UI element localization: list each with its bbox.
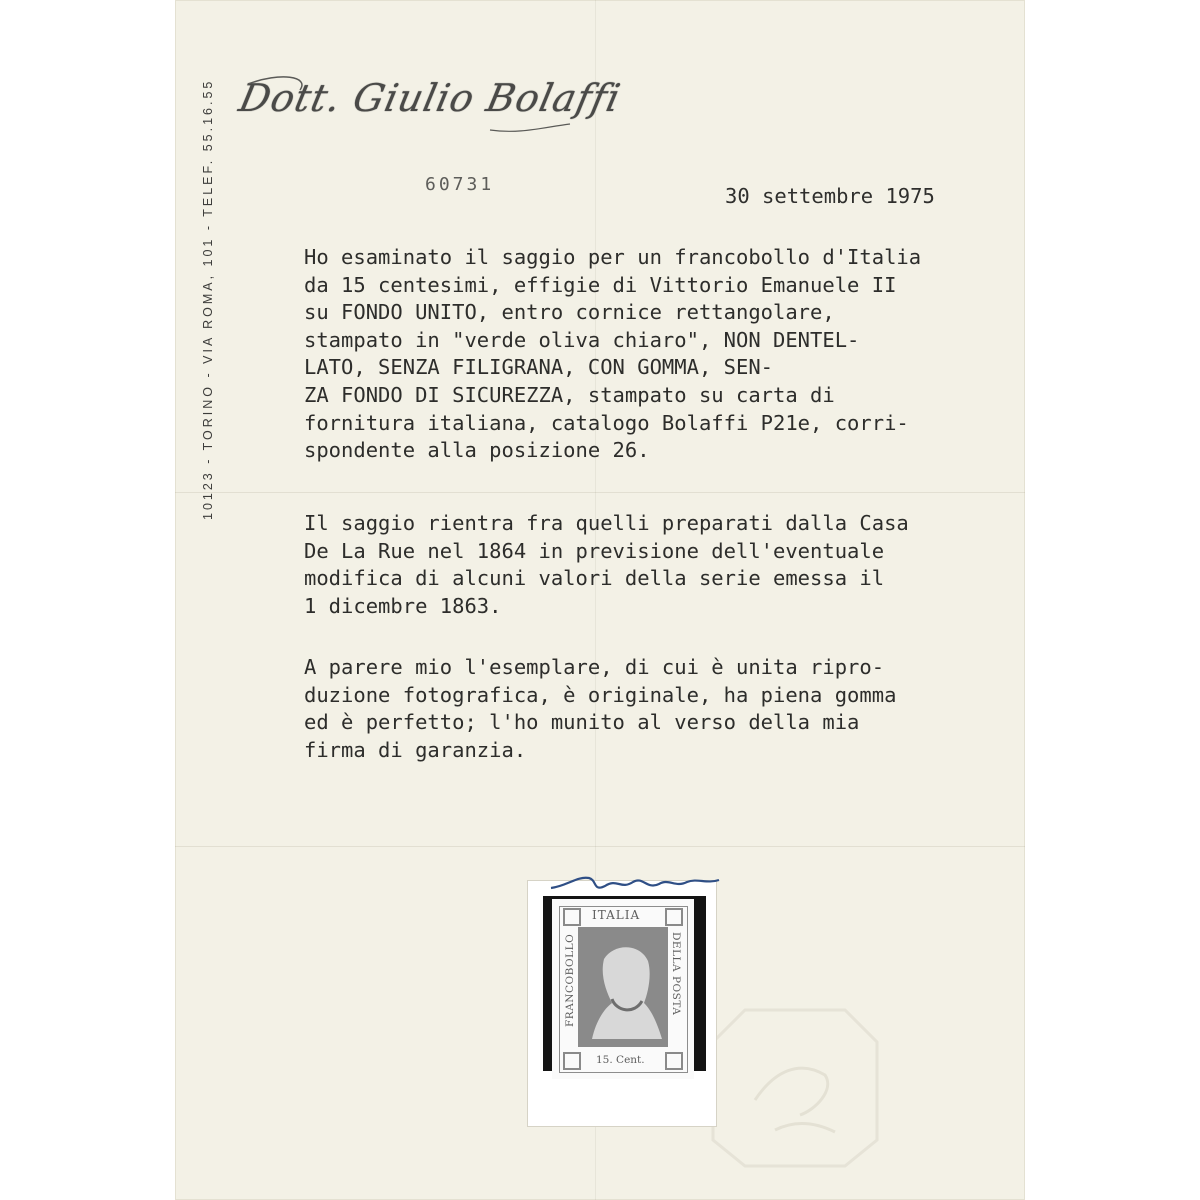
fold-line [175,846,1025,847]
text-line: A parere mio l'esemplare, di cui è unita ripro- [304,655,885,679]
certificate-sheet [175,0,1025,1200]
side-imprint: 10123 - TORINO - VIA ROMA, 101 - TELEF. 55.16.55 [201,78,215,520]
stamp-left-label: FRANCOBOLLO [564,933,576,1027]
letterhead-flourish [240,72,660,142]
text-line: De La Rue nel 1864 in previsione dell'eventuale [304,538,885,563]
stamp-top-label: ITALIA [592,908,641,922]
stamp-photo-card [527,880,717,1127]
text-line: duzione fotografica, è originale, ha piena gomma [304,682,897,707]
text-line: su FONDO UNITO, entro cornice rettangolare, [304,300,835,325]
paragraph-1 [304,244,944,465]
stamp-right-label: DELLA POSTA [670,932,682,1016]
letterhead [235,72,660,142]
text-line: ZA FONDO DI SICUREZZA, stampato su carta di [304,382,835,407]
text-line: fornitura italiana, catalogo Bolaffi P21e, corri- [304,410,909,435]
text-line: spondente alla posizione 26. [304,438,650,463]
text-line: Il saggio rientra fra quelli preparati dalla Casa [304,511,909,535]
embossed-seal [705,1000,885,1170]
text-line: ed è perfetto; l'ho munito al verso della mia [304,710,860,735]
text-line: 1 dicembre 1863. [304,593,502,618]
text-line: LATO, SENZA FILIGRANA, CON GOMMA, SEN- [304,355,773,380]
text-line: modifica di alcuni valori della serie emessa il [304,566,885,591]
certificate-number: 60731 [425,174,495,195]
text-line: stampato in "verde oliva chiaro", NON DENTEL- [304,327,860,352]
guarantee-signature [547,868,727,898]
fold-line [175,492,1025,493]
stamp-value-label: 15. Cent. [596,1054,645,1066]
paragraph-2 [304,510,944,620]
stamp-image [552,899,694,1079]
text-line: da 15 centesimi, effigie di Vittorio Emanuele II [304,272,897,297]
certificate-date: 30 settembre 1975 [725,184,935,208]
paragraph-3 [304,654,944,764]
text-line: firma di garanzia. [304,737,527,762]
letterhead-name: Dott. Giulio Bolaffi [235,76,625,120]
text-line: Ho esaminato il saggio per un francobollo d'Italia [304,245,922,269]
